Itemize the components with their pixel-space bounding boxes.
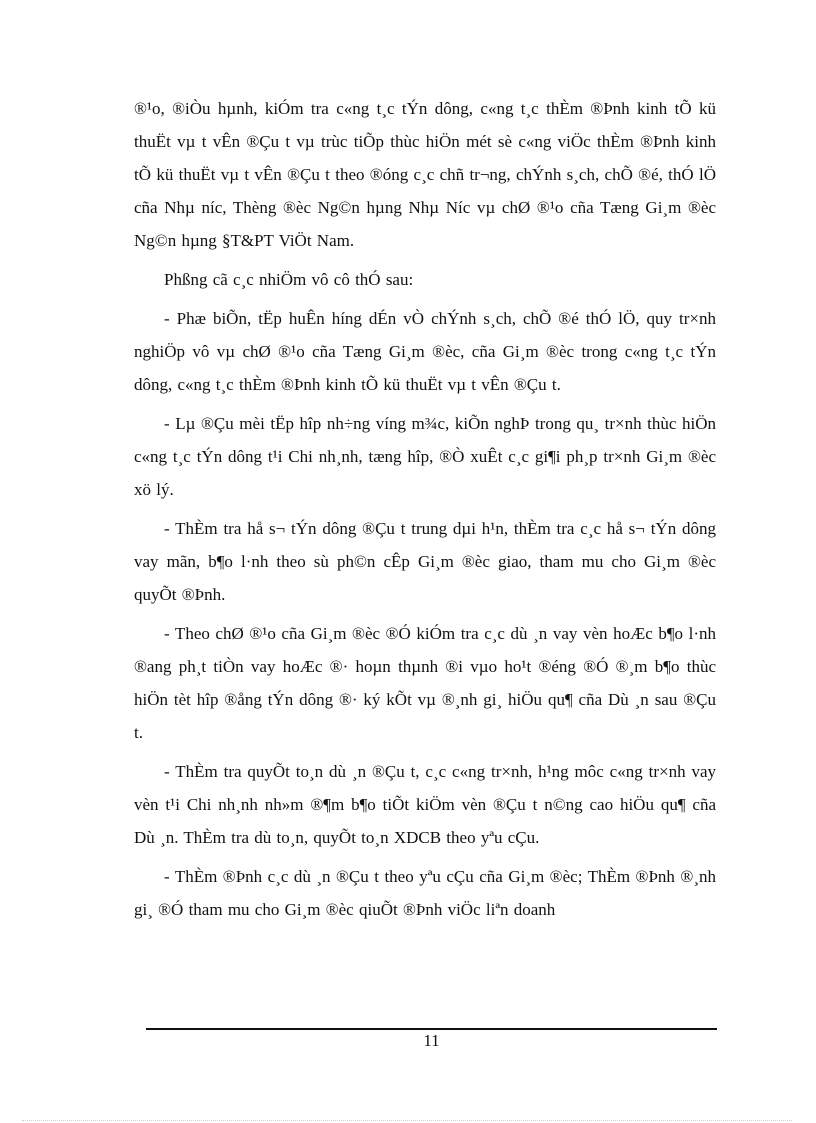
- paragraph-3: - Phæ biÕn, tËp huÊn híng dÉn vÒ chÝnh s¸ch, chÕ ®é thÓ lÖ, quy tr×nh nghiÖp vô vµ chØ ®¹o cña Tæng Gi¸m ®èc, cña Gi¸m ®èc trong c«ng t¸c tÝn dông, c«ng t¸c thÈm ®Þnh kinh tÕ kü thuËt vµ t vÊn ®Çu t.: [134, 309, 716, 394]
- paragraph-8: - ThÈm ®Þnh c¸c dù ¸n ®Çu t theo yªu cÇu cña Gi¸m ®èc; ThÈm ®Þnh ®¸nh gi¸ ®Ó tham mu cho Gi¸m ®èc qiuÕt ®Þnh viÖc liªn doanh: [134, 867, 716, 919]
- paragraph-5: - ThÈm tra hå s¬ tÝn dông ®Çu t trung dµi h¹n, thÈm tra c¸c hå s¬ tÝn dông vay mãn, b¶o l·nh theo sù ph©n cÊp Gi¸m ®èc giao, tham mu cho Gi¸m ®èc quyÕt ®Þnh.: [134, 519, 716, 604]
- page-number: 11: [423, 1031, 440, 1050]
- page-edge-divider: [22, 1120, 792, 1121]
- page-body: [134, 92, 716, 926]
- paragraph-2: Phßng cã c¸c nhiÖm vô cô thÓ sau:: [164, 270, 414, 289]
- paragraph-1: ®¹o, ®iÒu hµnh, kiÓm tra c«ng t¸c tÝn dông, c«ng t¸c thÈm ®Þnh kinh tÕ kü thuËt vµ t vÊn ®Çu t vµ trùc tiÕp thùc hiÖn mét sè c«ng viÖc thÈm ®Þnh kinh tÕ kü thuËt vµ t vÊn ®Çu t theo ®óng c¸c chñ tr¬ng, chÝnh s¸ch, chÕ ®é, thÓ lÖ cña Nhµ níc, Thèng ®èc Ng©n hµng Nhµ Níc vµ chØ ®¹o cña Tæng Gi¸m ®èc Ng©n hµng §T&PT ViÖt Nam.: [134, 99, 716, 250]
- paragraph-7: - ThÈm tra quyÕt to¸n dù ¸n ®Çu t, c¸c c«ng tr×nh, h¹ng môc c«ng tr×nh vay vèn t¹i Chi nh¸nh nh»m ®¶m b¶o tiÕt kiÖm vèn ®Çu t n©ng cao hiÖu qu¶ cña Dù ¸n. ThÈm tra dù to¸n, quyÕt to¸n XDCB theo yªu cÇu.: [134, 762, 716, 847]
- paragraph-6: - Theo chØ ®¹o cña Gi¸m ®èc ®Ó kiÓm tra c¸c dù ¸n vay vèn hoÆc b¶o l·nh ®ang ph¸t tiÒn vay hoÆc ®· hoµn thµnh ®i vµo ho¹t ®éng ®Ó ®¸m b¶o thùc hiÖn tèt hîp ®ång tÝn dông ®· ký kÕt vµ ®¸nh gi¸ hiÖu qu¶ cña Dù ¸n sau ®Çu t.: [134, 624, 716, 742]
- paragraph-4: - Lµ ®Çu mèi tËp hîp nh÷ng víng m¾c, kiÕn nghÞ trong qu¸ tr×nh thùc hiÖn c«ng t¸c tÝn dông t¹i Chi nh¸nh, tæng hîp, ®Ò xuÊt c¸c gi¶i ph¸p tr×nh Gi¸m ®èc xö lý.: [134, 414, 716, 499]
